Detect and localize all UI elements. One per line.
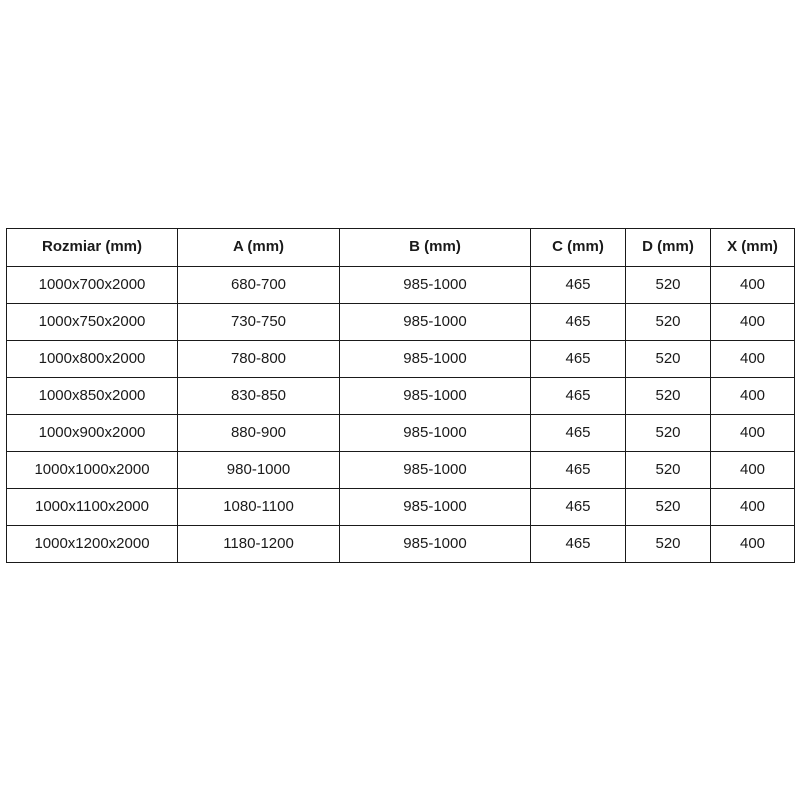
header-row bbox=[7, 229, 795, 267]
dimension-spec-table bbox=[6, 228, 795, 563]
table-cell: 400 bbox=[711, 267, 795, 304]
table-cell: 1000x1000x2000 bbox=[7, 452, 178, 489]
table-cell: 400 bbox=[711, 378, 795, 415]
table-cell: 880-900 bbox=[178, 415, 340, 452]
table-cell: 1000x750x2000 bbox=[7, 304, 178, 341]
table-header bbox=[7, 229, 795, 267]
table-cell: 400 bbox=[711, 415, 795, 452]
table-cell: 1000x800x2000 bbox=[7, 341, 178, 378]
table-cell: 680-700 bbox=[178, 267, 340, 304]
table-cell: 1000x1100x2000 bbox=[7, 489, 178, 526]
table-row bbox=[7, 341, 795, 378]
table-cell: 1080-1100 bbox=[178, 489, 340, 526]
table-cell: 400 bbox=[711, 452, 795, 489]
table-cell: 520 bbox=[626, 267, 711, 304]
table-cell: 980-1000 bbox=[178, 452, 340, 489]
table-cell: 465 bbox=[531, 526, 626, 563]
table-row bbox=[7, 489, 795, 526]
table-cell: 780-800 bbox=[178, 341, 340, 378]
table-cell: 400 bbox=[711, 489, 795, 526]
table-cell: 520 bbox=[626, 378, 711, 415]
table-cell: 465 bbox=[531, 267, 626, 304]
table-cell: 465 bbox=[531, 304, 626, 341]
table-cell: 520 bbox=[626, 304, 711, 341]
table-cell: 520 bbox=[626, 452, 711, 489]
column-header: B (mm) bbox=[340, 229, 531, 267]
column-header: X (mm) bbox=[711, 229, 795, 267]
table-cell: 400 bbox=[711, 304, 795, 341]
column-header: C (mm) bbox=[531, 229, 626, 267]
table-cell: 985-1000 bbox=[340, 489, 531, 526]
table-cell: 985-1000 bbox=[340, 378, 531, 415]
column-header: Rozmiar (mm) bbox=[7, 229, 178, 267]
table-cell: 985-1000 bbox=[340, 452, 531, 489]
table-cell: 985-1000 bbox=[340, 341, 531, 378]
table-cell: 985-1000 bbox=[340, 267, 531, 304]
table-cell: 1000x900x2000 bbox=[7, 415, 178, 452]
table-cell: 520 bbox=[626, 489, 711, 526]
table-cell: 985-1000 bbox=[340, 304, 531, 341]
table-cell: 520 bbox=[626, 341, 711, 378]
table-cell: 1000x700x2000 bbox=[7, 267, 178, 304]
table-cell: 1180-1200 bbox=[178, 526, 340, 563]
table-cell: 465 bbox=[531, 378, 626, 415]
table-cell: 830-850 bbox=[178, 378, 340, 415]
table-cell: 400 bbox=[711, 341, 795, 378]
table-cell: 520 bbox=[626, 526, 711, 563]
table-cell: 465 bbox=[531, 452, 626, 489]
column-header: D (mm) bbox=[626, 229, 711, 267]
table-row bbox=[7, 304, 795, 341]
table-cell: 1000x1200x2000 bbox=[7, 526, 178, 563]
table-row bbox=[7, 452, 795, 489]
table-cell: 465 bbox=[531, 341, 626, 378]
table-cell: 730-750 bbox=[178, 304, 340, 341]
table-row bbox=[7, 267, 795, 304]
table-cell: 1000x850x2000 bbox=[7, 378, 178, 415]
table-row bbox=[7, 378, 795, 415]
table-cell: 465 bbox=[531, 415, 626, 452]
table-cell: 400 bbox=[711, 526, 795, 563]
table-cell: 985-1000 bbox=[340, 415, 531, 452]
table-cell: 985-1000 bbox=[340, 526, 531, 563]
table-body bbox=[7, 267, 795, 563]
column-header: A (mm) bbox=[178, 229, 340, 267]
table-row bbox=[7, 415, 795, 452]
table-cell: 465 bbox=[531, 489, 626, 526]
table-row bbox=[7, 526, 795, 563]
table-cell: 520 bbox=[626, 415, 711, 452]
